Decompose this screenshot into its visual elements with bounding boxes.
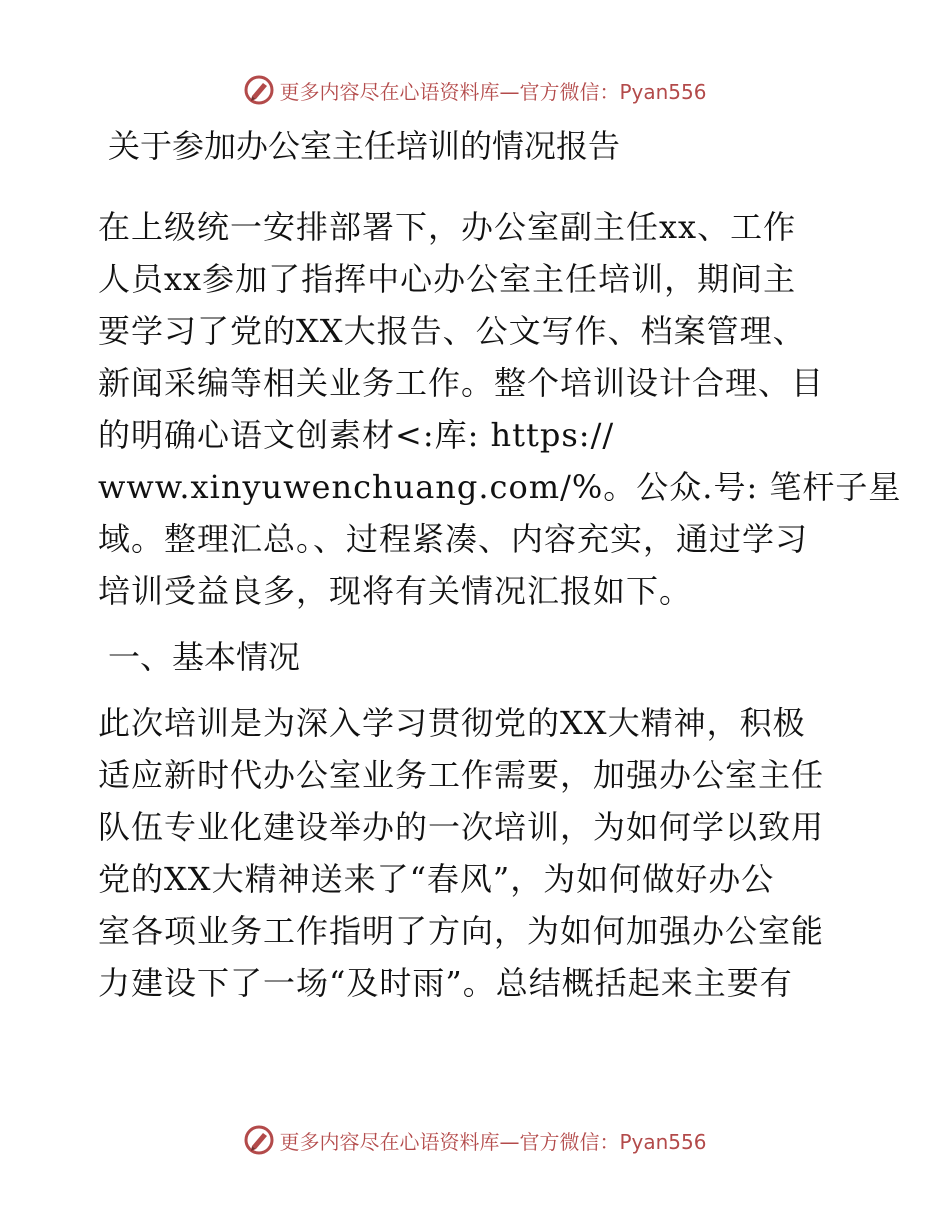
paragraph-line: 在上级统一安排部署下，办公室副主任xx、工作 [98, 208, 797, 246]
paragraph-line: www.xinyuwenchuang.com/%。公众.号: 笔杆子星 [98, 468, 902, 506]
spacer [98, 683, 858, 697]
paragraph-line: 适应新时代办公室业务工作需要，加强办公室主任 [98, 756, 825, 794]
spacer [98, 617, 858, 631]
document-body [98, 120, 902, 1009]
banner-content [243, 74, 706, 106]
paragraph-line: 室各项业务工作指明了方向，为如何加强办公室能 [98, 912, 825, 950]
paragraph-line: 此次培训是为深入学习贯彻党的XX大精神，积极 [98, 704, 806, 742]
paragraph-line: 党的XX大精神送来了“春风”，为如何做好办公 [98, 860, 775, 898]
banner-text: 更多内容尽在心语资料库—官方微信：Pyan556 [279, 79, 707, 104]
banner-content [243, 1124, 706, 1156]
paragraph-intro [98, 201, 902, 617]
paragraph-line: 人员xx参加了指挥中心办公室主任培训，期间主 [98, 260, 797, 298]
pen-logo-icon [243, 1124, 275, 1156]
paragraph-line: 力建设下了一场“及时雨”。总结概括起来主要有 [98, 964, 793, 1002]
paragraph-line: 域。整理汇总。、过程紧凑、内容充实，通过学习 [98, 520, 809, 558]
spacer [98, 172, 858, 201]
paragraph-basic-situation [98, 697, 858, 1009]
paragraph-line: 要学习了党的XX大报告、公文写作、档案管理、 [98, 312, 806, 350]
pen-logo-icon [243, 74, 275, 106]
paragraph-line: 培训受益良多，现将有关情况汇报如下。 [98, 572, 693, 610]
paragraph-line: 队伍专业化建设举办的一次培训，为如何学以致用 [98, 808, 825, 846]
header-banner [0, 70, 950, 110]
section-heading: 一、基本情况 [108, 638, 301, 676]
paragraph-line: 新闻采编等相关业务工作。整个培训设计合理、目 [98, 364, 825, 402]
footer-banner [0, 1120, 950, 1160]
paragraph-line: 的明确心语文创素材<:库: https:// [98, 416, 615, 454]
document-title: 关于参加办公室主任培训的情况报告 [108, 127, 621, 165]
banner-text: 更多内容尽在心语资料库—官方微信：Pyan556 [279, 1129, 707, 1154]
